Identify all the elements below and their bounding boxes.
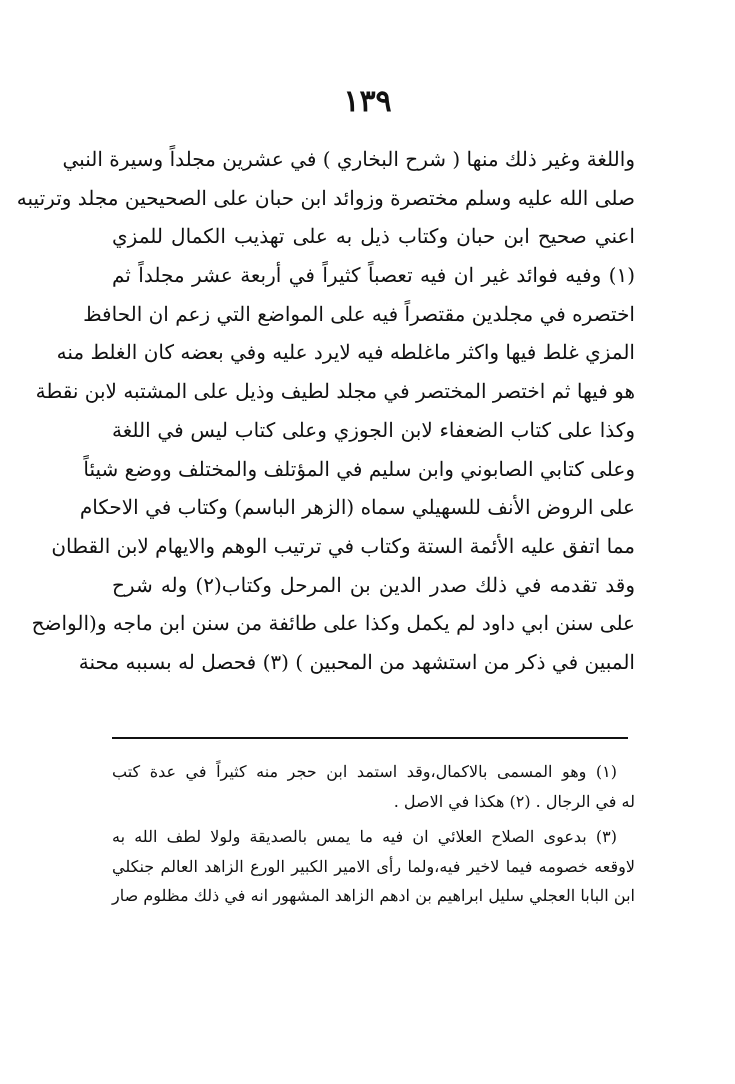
footnote-3-line: لاوقعه خصومه فيما لاخير فيه،ولما رأى الامير الكبير الورع الزاهد العالم جنكلي <box>112 856 635 876</box>
body-line: المبين في ذكر من استشهد من المحبين ) (٣) فحصل له بسببه محنة <box>78 649 635 674</box>
body-line: وكذا على كتاب الضعفاء لابن الجوزي وعلى كتاب ليس في اللغة <box>112 417 635 442</box>
body-line: (١) وفيه فوائد غير ان فيه تعصباً كثيراً في أربعة عشر مجلداً ثم <box>112 263 635 288</box>
body-line: المزي غلط فيها واكثر ماغلطه فيه لايرد عليه وفي بعضه كان الغلط منه <box>56 340 635 365</box>
main-text-block <box>16 140 635 682</box>
body-line: على الروض الأنف للسهيلي سماه (الزهر الباسم) وكتاب في الاحكام <box>79 495 635 520</box>
body-line: على سنن ابي داود لم يكمل وكذا على طائفة من سنن ابن ماجه و(الواضح <box>31 611 635 636</box>
footnote-divider <box>112 737 628 739</box>
body-line: اختصره في مجلدين مقتصراً فيه على المواضع التي زعم ان الحافظ <box>83 301 635 326</box>
body-line: مما اتفق عليه الأئمة الستة وكتاب في ترتيب الوهم والايهام لابن القطان <box>51 533 635 558</box>
footnote-1-2-line: له في الرجال . (٢) هكذا في الاصل . <box>393 791 635 811</box>
body-line: وعلى كتابي الصابوني وابن سليم في المؤتلف والمختلف ووضع شيئاً <box>83 456 635 481</box>
body-line: واللغة وغير ذلك منها ( شرح البخاري ) في عشرين مجلداً وسيرة النبي <box>62 147 635 171</box>
body-line: وقد تقدمه في ذلك صدر الدين بن المرحل وكتاب(٢) وله شرح <box>112 572 635 597</box>
footnote-3-line: ابن البابا العجلي سليل ابراهيم بن ادهم الزاهد المشهور انه في ذلك مظلوم صار <box>112 886 635 905</box>
body-line: هو فيها ثم اختصر المختصر في مجلد لطيف وذيل على المشتبه لابن نقطة <box>35 379 635 404</box>
page-number: ١٣٩ <box>343 84 392 119</box>
body-line: صلى الله عليه وسلم مختصرة وزوائد ابن حبان على الصحيحين مجلد وترتيبه <box>16 185 635 210</box>
footnote-1-line: (١) وهو المسمى بالاكمال،وقد استمد ابن حجر منه كثيراً في عدة كتب <box>112 762 617 781</box>
footnotes-block <box>112 757 635 911</box>
body-line: اعني صحيح ابن حبان وكتاب ذيل به على تهذيب الكمال للمزي <box>112 224 635 249</box>
footnote-3-line: (٣) بدعوى الصلاح العلائي ان فيه ما يمس بالصديقة ولولا لطف الله به <box>112 827 617 846</box>
